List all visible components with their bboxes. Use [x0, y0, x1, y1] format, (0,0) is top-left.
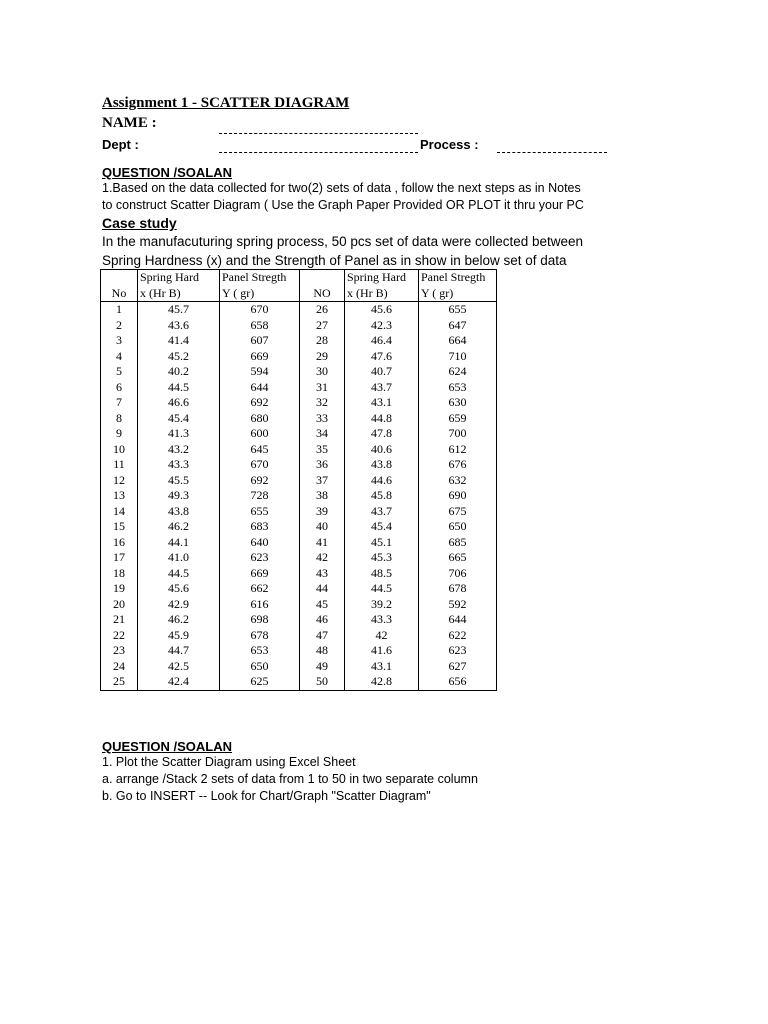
table-cell: 13 [101, 488, 138, 504]
table-cell: 20 [101, 597, 138, 613]
table-cell: 624 [419, 364, 497, 380]
table-cell: 42.8 [345, 674, 419, 690]
table-cell: 47 [300, 628, 345, 644]
dept-label: Dept : [102, 137, 139, 152]
process-blank-line [497, 152, 607, 153]
table-cell: 45.4 [138, 411, 220, 427]
table-cell: 43.8 [138, 504, 220, 520]
case-study-line1: In the manufacuturing spring process, 50 pcs set of data were collected between [102, 234, 584, 249]
table-cell: 710 [419, 349, 497, 365]
table-cell: 607 [220, 333, 300, 349]
table-cell: 7 [101, 395, 138, 411]
table-cell: 692 [220, 473, 300, 489]
table-cell: 42 [345, 628, 419, 644]
table-cell: 17 [101, 550, 138, 566]
table-cell: 45.5 [138, 473, 220, 489]
table-cell: 42.9 [138, 597, 220, 613]
table-cell: 645 [220, 442, 300, 458]
table-cell: 44.7 [138, 643, 220, 659]
table-cell: 659 [419, 411, 497, 427]
table-row [101, 426, 497, 442]
table-cell: Panel Stregth [419, 270, 497, 286]
table-cell: 12 [101, 473, 138, 489]
table-cell [101, 270, 138, 286]
table-cell: 650 [220, 659, 300, 675]
table-cell: 683 [220, 519, 300, 535]
table-cell: 36 [300, 457, 345, 473]
table-cell: 664 [419, 333, 497, 349]
table-cell: 600 [220, 426, 300, 442]
table-cell: 662 [220, 581, 300, 597]
table-cell: 23 [101, 643, 138, 659]
table-cell: 43.2 [138, 442, 220, 458]
question1-line2: to construct Scatter Diagram ( Use the Graph Paper Provided OR PLOT it thru your PC [102, 198, 584, 212]
table-cell: 41 [300, 535, 345, 551]
table-cell: 45.7 [138, 302, 220, 318]
table-cell: 42.3 [345, 318, 419, 334]
table-header-row [101, 270, 497, 286]
table-cell: 28 [300, 333, 345, 349]
table-cell: 728 [220, 488, 300, 504]
process-label: Process : [420, 137, 479, 152]
table-row [101, 457, 497, 473]
table-cell: 4 [101, 349, 138, 365]
table-cell: 45.9 [138, 628, 220, 644]
table-cell: 670 [220, 302, 300, 318]
table-cell: 653 [419, 380, 497, 396]
name-blank-line [219, 133, 418, 134]
table-cell: 670 [220, 457, 300, 473]
table-cell: 592 [419, 597, 497, 613]
table-cell: 3 [101, 333, 138, 349]
table-cell: 644 [220, 380, 300, 396]
table-cell: 45.4 [345, 519, 419, 535]
table-cell: 10 [101, 442, 138, 458]
table-cell: 32 [300, 395, 345, 411]
question2-line1: 1. Plot the Scatter Diagram using Excel Sheet [102, 755, 356, 769]
table-cell: 44.6 [345, 473, 419, 489]
table-cell: 40.2 [138, 364, 220, 380]
table-cell: 45.1 [345, 535, 419, 551]
table-row [101, 504, 497, 520]
table-cell: 18 [101, 566, 138, 582]
table-cell: 46.4 [345, 333, 419, 349]
table-cell: 698 [220, 612, 300, 628]
table-cell: 692 [220, 395, 300, 411]
table-cell: 14 [101, 504, 138, 520]
table-cell: 627 [419, 659, 497, 675]
table-cell: 669 [220, 566, 300, 582]
table-cell: 612 [419, 442, 497, 458]
table-cell: 11 [101, 457, 138, 473]
table-row [101, 395, 497, 411]
table-cell: Panel Stregth [220, 270, 300, 286]
table-cell: 6 [101, 380, 138, 396]
table-cell: 46.2 [138, 519, 220, 535]
table-cell: 685 [419, 535, 497, 551]
table-row [101, 302, 497, 318]
table-cell: 50 [300, 674, 345, 690]
table-row [101, 333, 497, 349]
table-cell: 678 [220, 628, 300, 644]
table-cell: 44.1 [138, 535, 220, 551]
table-row [101, 643, 497, 659]
table-cell: 42.4 [138, 674, 220, 690]
table-cell: 706 [419, 566, 497, 582]
question1-line1: 1.Based on the data collected for two(2) sets of data , follow the next steps as in Notes [102, 181, 581, 195]
table-row [101, 519, 497, 535]
table-cell: 46.6 [138, 395, 220, 411]
table-cell: 33 [300, 411, 345, 427]
table-cell: 625 [220, 674, 300, 690]
table-cell: 15 [101, 519, 138, 535]
table-cell: 655 [419, 302, 497, 318]
table-cell: 680 [220, 411, 300, 427]
table-cell: 16 [101, 535, 138, 551]
table-row [101, 380, 497, 396]
table-cell: 41.3 [138, 426, 220, 442]
table-cell: 45.6 [138, 581, 220, 597]
table-cell: 41.6 [345, 643, 419, 659]
table-cell: 43 [300, 566, 345, 582]
table-cell: 8 [101, 411, 138, 427]
table-cell: 44 [300, 581, 345, 597]
table-cell: 44.5 [138, 566, 220, 582]
table-row [101, 473, 497, 489]
table-cell: 47.6 [345, 349, 419, 365]
table-cell: 22 [101, 628, 138, 644]
table-cell: 653 [220, 643, 300, 659]
table-cell: Spring Hard [345, 270, 419, 286]
table-cell: 44.8 [345, 411, 419, 427]
table-cell [300, 270, 345, 286]
table-row [101, 318, 497, 334]
table-cell: No [101, 286, 138, 302]
data-table [100, 269, 497, 691]
table-cell: 678 [419, 581, 497, 597]
question2-line3: b. Go to INSERT -- Look for Chart/Graph "Scatter Diagram" [102, 789, 431, 803]
table-cell: 700 [419, 426, 497, 442]
table-row [101, 674, 497, 690]
table-cell: Spring Hard [138, 270, 220, 286]
table-cell: 29 [300, 349, 345, 365]
table-row [101, 349, 497, 365]
table-cell: 665 [419, 550, 497, 566]
table-cell: 669 [220, 349, 300, 365]
table-cell: 46.2 [138, 612, 220, 628]
table-cell: 19 [101, 581, 138, 597]
table-cell: 37 [300, 473, 345, 489]
table-row [101, 612, 497, 628]
table-cell: 44.5 [138, 380, 220, 396]
table-row [101, 628, 497, 644]
table-row [101, 442, 497, 458]
table-cell: 676 [419, 457, 497, 473]
table-cell: 44.5 [345, 581, 419, 597]
table-cell: 43.7 [345, 504, 419, 520]
table-cell: 650 [419, 519, 497, 535]
table-row [101, 566, 497, 582]
table-cell: 616 [220, 597, 300, 613]
table-row [101, 659, 497, 675]
table-header-row [101, 286, 497, 302]
table-cell: 675 [419, 504, 497, 520]
assignment-title: Assignment 1 - SCATTER DIAGRAM [102, 95, 350, 111]
table-cell: 9 [101, 426, 138, 442]
table-cell: 46 [300, 612, 345, 628]
table-cell: 41.0 [138, 550, 220, 566]
table-cell: 38 [300, 488, 345, 504]
table-cell: 45.8 [345, 488, 419, 504]
table-cell: 34 [300, 426, 345, 442]
table-cell: 48.5 [345, 566, 419, 582]
table-cell: 655 [220, 504, 300, 520]
name-label: NAME : [102, 115, 157, 131]
table-row [101, 411, 497, 427]
table-row [101, 364, 497, 380]
table-cell: 43.3 [345, 612, 419, 628]
case-study-line2: Spring Hardness (x) and the Strength of Panel as in show in below set of data [102, 253, 567, 268]
table-cell: 622 [419, 628, 497, 644]
table-cell: Y ( gr) [220, 286, 300, 302]
table-cell: 45.3 [345, 550, 419, 566]
table-cell: 45 [300, 597, 345, 613]
table-row [101, 550, 497, 566]
question2-line2: a. arrange /Stack 2 sets of data from 1 to 50 in two separate column [102, 772, 478, 786]
table-cell: NO [300, 286, 345, 302]
table-cell: 39.2 [345, 597, 419, 613]
table-row [101, 488, 497, 504]
table-cell: 1 [101, 302, 138, 318]
table-cell: 45.6 [345, 302, 419, 318]
table-cell: Y ( gr) [419, 286, 497, 302]
table-cell: 43.7 [345, 380, 419, 396]
table-cell: 43.3 [138, 457, 220, 473]
table-cell: 690 [419, 488, 497, 504]
table-cell: 594 [220, 364, 300, 380]
table-cell: 656 [419, 674, 497, 690]
table-cell: 640 [220, 535, 300, 551]
table-cell: 49 [300, 659, 345, 675]
table-cell: 647 [419, 318, 497, 334]
table-cell: 43.8 [345, 457, 419, 473]
table-cell: 2 [101, 318, 138, 334]
table-cell: 31 [300, 380, 345, 396]
table-cell: 42 [300, 550, 345, 566]
table-cell: 630 [419, 395, 497, 411]
question2-heading: QUESTION /SOALAN [102, 739, 233, 754]
table-cell: 40.6 [345, 442, 419, 458]
dept-blank-line [219, 152, 418, 153]
table-cell: x (Hr B) [138, 286, 220, 302]
table-cell: 49.3 [138, 488, 220, 504]
table-cell: 35 [300, 442, 345, 458]
table-cell: 47.8 [345, 426, 419, 442]
table-cell: 41.4 [138, 333, 220, 349]
table-cell: 48 [300, 643, 345, 659]
table-cell: 40 [300, 519, 345, 535]
table-row [101, 535, 497, 551]
table-cell: 658 [220, 318, 300, 334]
table-cell: 43.1 [345, 395, 419, 411]
table-cell: 21 [101, 612, 138, 628]
table-cell: 40.7 [345, 364, 419, 380]
table-cell: 43.1 [345, 659, 419, 675]
table-row [101, 581, 497, 597]
table-cell: 644 [419, 612, 497, 628]
table-cell: 25 [101, 674, 138, 690]
table-cell: 623 [419, 643, 497, 659]
table-cell: 43.6 [138, 318, 220, 334]
table-cell: 623 [220, 550, 300, 566]
question1-heading: QUESTION /SOALAN [102, 165, 233, 180]
table-cell: 27 [300, 318, 345, 334]
case-study-heading: Case study [102, 215, 177, 231]
table-cell: 42.5 [138, 659, 220, 675]
table-cell: 26 [300, 302, 345, 318]
table-cell: 39 [300, 504, 345, 520]
table-cell: 24 [101, 659, 138, 675]
table-cell: 5 [101, 364, 138, 380]
table-cell: x (Hr B) [345, 286, 419, 302]
table-row [101, 597, 497, 613]
table-cell: 632 [419, 473, 497, 489]
table-cell: 30 [300, 364, 345, 380]
table-cell: 45.2 [138, 349, 220, 365]
